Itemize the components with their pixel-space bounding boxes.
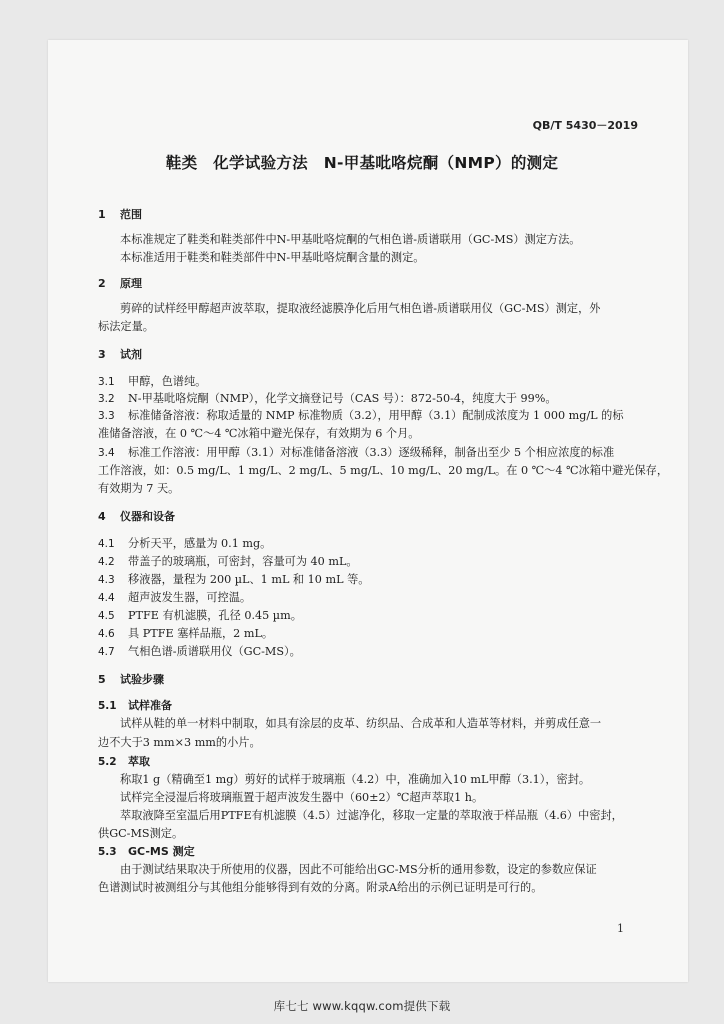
clause-text-continuation: 有效期为 7 天。 [98, 482, 180, 495]
paragraph-continuation: 标法定量。 [98, 320, 154, 333]
clause-4-6 [98, 627, 273, 641]
subsection-5-2-heading [98, 755, 150, 769]
paragraph: 本标准规定了鞋类和鞋类部件中N-甲基吡咯烷酮的气相色谱-质谱联用（GC-MS）测定方法。 [120, 233, 581, 246]
clause-3-3 [98, 409, 624, 423]
clause-4-7 [98, 645, 301, 659]
clause-text: N-甲基吡咯烷酮（NMP），化学文摘登记号（CAS 号）：872-50-4，纯度大于 99%。 [128, 392, 557, 405]
section-number: 2 [98, 277, 106, 290]
subsection-number: 5.2 [98, 756, 117, 768]
standard-code: QB/T 5430－2019 [532, 119, 638, 132]
section-4-heading [98, 510, 175, 524]
paragraph: 萃取液降至室温后用PTFE有机滤膜（4.5）过滤净化，移取一定量的萃取液于样品瓶（4.6）中密封， [120, 809, 623, 822]
clause-number: 4.1 [98, 538, 115, 550]
clause-text: 移液器，量程为 200 µL、1 mL 和 10 mL 等。 [128, 573, 370, 586]
subsection-5-3-heading [98, 845, 195, 859]
clause-number: 3.1 [98, 376, 115, 388]
page-number: 1 [617, 922, 624, 935]
clause-number: 4.4 [98, 592, 115, 604]
clause-number: 4.3 [98, 574, 115, 586]
section-5-heading [98, 673, 164, 687]
section-number: 1 [98, 208, 106, 221]
clause-number: 3.2 [98, 393, 115, 405]
paragraph-continuation: 边不大于3 mm×3 mm的小片。 [98, 736, 261, 749]
clause-4-5 [98, 609, 302, 623]
paragraph: 试样完全浸湿后将玻璃瓶置于超声波发生器中（60±2）℃超声萃取1 h。 [120, 791, 484, 804]
clause-4-4 [98, 591, 251, 605]
paragraph-continuation: 色谱测试时被测组分与其他组分能够得到有效的分离。附录A给出的示例已证明是可行的。 [98, 881, 543, 894]
clause-text: 甲醇，色谱纯。 [128, 375, 207, 388]
clause-text: 标准储备溶液：称取适量的 NMP 标准物质（3.2），用甲醇（3.1）配制成浓度为 1 000 mg/L 的标 [128, 409, 624, 422]
section-title: 原理 [120, 277, 142, 290]
clause-text: PTFE 有机滤膜，孔径 0.45 µm。 [128, 609, 302, 622]
clause-3-4 [98, 446, 614, 460]
section-title: 试验步骤 [120, 673, 164, 686]
clause-3-1 [98, 375, 206, 389]
section-title: 范围 [120, 208, 142, 221]
section-title: 仪器和设备 [120, 510, 175, 523]
clause-text: 气相色谱-质谱联用仪（GC-MS）。 [128, 645, 301, 658]
clause-number: 4.7 [98, 646, 115, 658]
section-3-heading [98, 348, 142, 362]
paragraph: 剪碎的试样经甲醇超声波萃取，提取液经滤膜净化后用气相色谱-质谱联用仪（GC-MS）测定，外 [120, 302, 601, 315]
section-1-heading [98, 208, 142, 222]
subsection-5-1-heading [98, 699, 172, 713]
clause-4-1 [98, 537, 271, 551]
clause-4-2 [98, 555, 358, 569]
clause-number: 3.4 [98, 447, 115, 459]
subsection-title: 萃取 [128, 755, 150, 768]
paragraph: 本标准适用于鞋类和鞋类部件中N-甲基吡咯烷酮含量的测定。 [120, 251, 425, 264]
download-footer-link[interactable]: 库七七 www.kqqw.com提供下载 [273, 999, 451, 1013]
subsection-title: GC-MS 测定 [128, 845, 195, 858]
section-number: 4 [98, 510, 106, 523]
clause-number: 4.2 [98, 556, 115, 568]
paragraph: 由于测试结果取决于所使用的仪器，因此不可能给出GC-MS分析的通用参数，设定的参数应保证 [120, 863, 597, 876]
section-number: 5 [98, 673, 106, 686]
clause-number: 4.6 [98, 628, 115, 640]
clause-text: 具 PTFE 塞样品瓶，2 mL。 [128, 627, 274, 640]
document-title: 鞋类 化学试验方法 N-甲基吡咯烷酮（NMP）的测定 [165, 154, 559, 172]
clause-text: 分析天平，感量为 0.1 mg。 [128, 537, 272, 550]
paragraph: 试样从鞋的单一材料中制取，如具有涂层的皮革、纺织品、合成革和人造革等材料，并剪成任意一 [120, 717, 602, 730]
clause-text-continuation: 准储备溶液，在 0 ℃～4 ℃冰箱中避光保存，有效期为 6 个月。 [98, 427, 420, 440]
clause-text: 带盖子的玻璃瓶，可密封，容量可为 40 mL。 [128, 555, 358, 568]
clause-text: 超声波发生器，可控温。 [128, 591, 252, 604]
section-number: 3 [98, 348, 106, 361]
section-title: 试剂 [120, 348, 142, 361]
subsection-title: 试样准备 [128, 699, 172, 712]
clause-text-continuation: 工作溶液，如：0.5 mg/L、1 mg/L、2 mg/L、5 mg/L、10 mg/L、20 mg/L。在 0 ℃～4 ℃冰箱中避光保存， [98, 464, 669, 477]
section-2-heading [98, 277, 142, 291]
clause-text: 标准工作溶液：用甲醇（3.1）对标准储备溶液（3.3）逐级稀释，制备出至少 5 个相应浓度的标准 [128, 446, 615, 459]
clause-4-3 [98, 573, 369, 587]
clause-number: 3.3 [98, 410, 115, 422]
paragraph-continuation: 供GC-MS测定。 [98, 827, 184, 840]
subsection-number: 5.1 [98, 700, 117, 712]
subsection-number: 5.3 [98, 846, 117, 858]
paragraph: 称取1 g（精确至1 mg）剪好的试样于玻璃瓶（4.2）中，准确加入10 mL甲醇（3.1），密封。 [120, 773, 591, 786]
clause-number: 4.5 [98, 610, 115, 622]
clause-3-2 [98, 392, 557, 406]
